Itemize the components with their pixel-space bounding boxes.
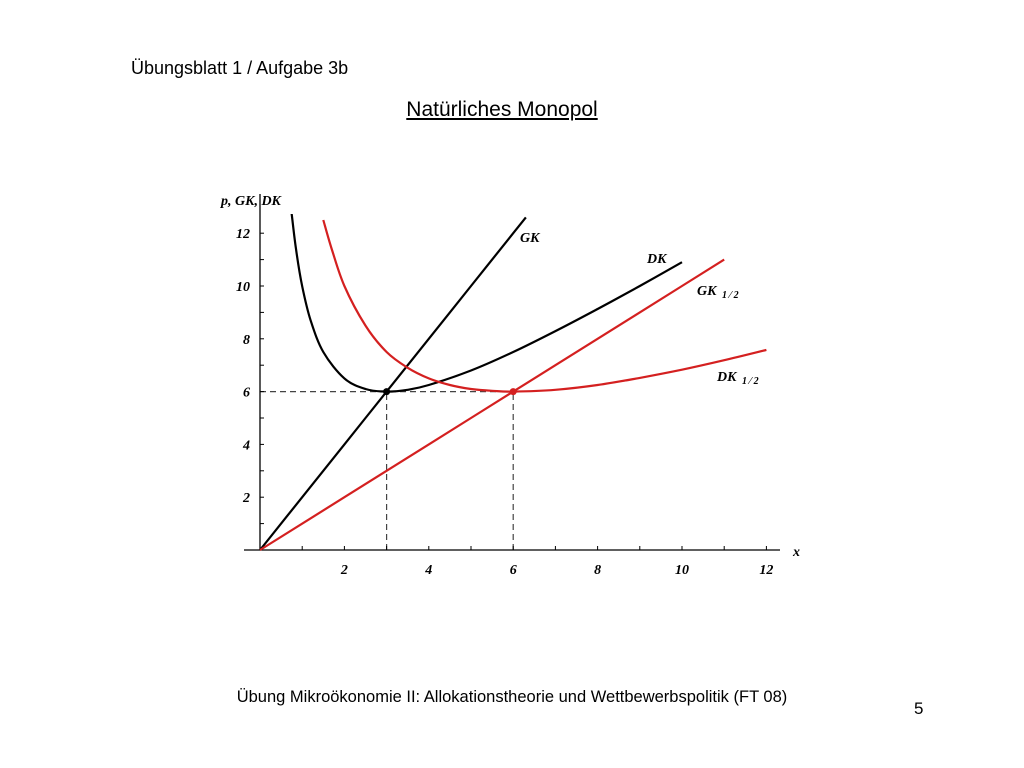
x-axis-label: x [793,545,800,560]
series-label-dk [646,252,668,267]
series-label-dk-name: DK [647,252,667,267]
series-label-gk-half-sub: 1 ⁄ 2 [721,290,739,301]
x-tick-label: 10 [675,563,689,578]
series-dk-half [323,220,766,392]
series-label-dk-half-sub: 1 ⁄ 2 [741,376,759,387]
series-label-dk-half-name: DK [717,370,737,385]
slide-title: Natürliches Monopol [406,98,598,121]
y-tick-label: 8 [243,332,250,348]
x-tick-label: 4 [425,563,433,578]
series-label-gk-name: GK [520,231,540,246]
y-tick-label: 2 [243,491,250,507]
x-tick-label: 8 [594,563,602,578]
y-tick-label: 6 [243,385,250,401]
axes [236,194,780,578]
y-tick-label: 10 [236,280,250,295]
y-tick-label: 12 [236,227,250,243]
series-gk [260,217,526,550]
series-label-gk [520,231,541,246]
slide-header: Übungsblatt 1 / Aufgabe 3b [131,58,349,78]
y-tick-label: 4 [243,438,250,454]
series-dk [292,213,682,391]
labels [220,194,800,560]
slide-footer: Übung Mikroökonomie II: Allokationstheorie und Wettbewerbspolitik (FT 08) [236,688,788,706]
series-label-gk-half-name: GK [697,284,717,299]
marked-point-0 [383,388,390,395]
series-label-dk-half [716,370,759,387]
x-tick-label: 12 [759,563,774,578]
series-label-gk-half [697,284,739,301]
x-tick-label: 6 [509,563,517,578]
y-axis-label: p, GK, DK [221,194,281,209]
page-number: 5 [914,699,924,718]
series-gk-half [260,260,724,550]
marked-point-1 [510,388,517,395]
x-tick-label: 2 [340,563,348,578]
